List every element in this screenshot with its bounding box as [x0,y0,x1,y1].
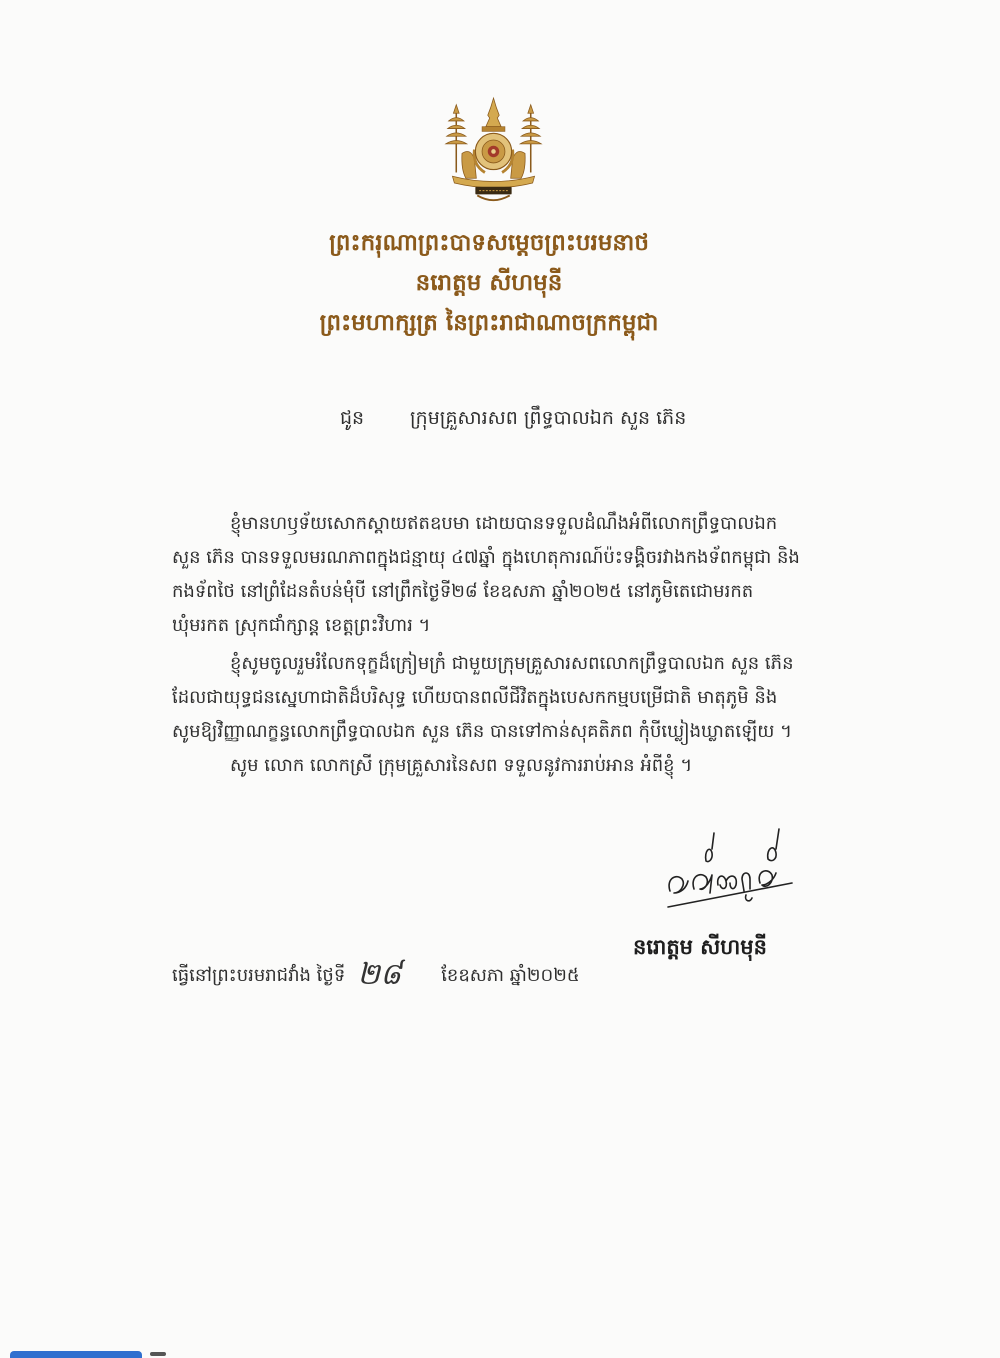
paragraph-line: ឃុំមរកត ស្រុកជាំក្សាន្ត ខេត្តព្រះវិហារ ។ [172,615,431,636]
date-place: ធ្វើនៅព្រះបរមរាជវាំង ថ្ងៃទី [172,965,346,986]
letter-body [172,507,864,783]
signatory-name: នរោត្តម សីហមុនី [633,935,767,959]
header-royal-subtitle: ព្រះមហាក្សត្រ នៃព្រះរាជាណាចក្រកម្ពុជា [319,310,659,336]
paragraph-line: សូម លោក លោកស្រី ក្រុមគ្រួសារនៃសព ទទួលនូវការរាប់អាន អំពីខ្ញុំ ។ [230,755,693,776]
paragraph-line: ខ្ញុំសូមចូលរួមរំលែកទុក្ខដ៏ក្រៀមក្រំ ជាមួយក្រុមគ្រួសារសពលោកព្រឹទ្ធបាលឯក សួន ភ៊េន [230,653,794,674]
header-royal-title: ព្រះករុណាព្រះបាទសម្តេចព្រះបរមនាថ [329,230,649,256]
date-day-handwritten: ២៨ [357,957,402,992]
header-king-name: នរោត្តម សីហមុនី [415,270,563,296]
bottom-edge-mark [150,1352,166,1356]
royal-coat-of-arms-icon [441,95,546,207]
paragraph-announcement [172,507,864,643]
paragraph-condolence [172,647,864,749]
bottom-edge-bar [10,1351,142,1358]
letter-header [0,223,978,343]
paragraph-line: កងទ័ពថៃ នៅព្រំដែនតំបន់មុំបី នៅព្រឹកថ្ងៃទី២៨ ខែឧសភា ឆ្នាំ២០២៥ នៅភូមិតេជោមរកត [172,581,754,602]
paragraph-line: ខ្ញុំមានហឫទ័យសោកស្ដាយឥតឧបមា ដោយបានទទួលដំណឹងអំពីលោកព្រឹទ្ធបាលឯក [230,513,778,534]
signature-area [0,819,1000,914]
addressee-line [0,401,1000,435]
date-line [172,958,580,993]
handwritten-signature [660,819,800,914]
date-month-year: ខែឧសភា ឆ្នាំ២០២៥ [441,965,580,986]
paragraph-line: សូមឱ្យវិញ្ញាណក្ខន្ធលោកព្រឹទ្ធបាលឯក សួន ភ៊េន បានទៅកាន់សុគតិភព កុំបីឃ្លៀងឃ្លាតឡើយ ។ [172,721,793,742]
signature-and-date [0,914,1000,994]
paragraph-line: ដែលជាយុទ្ធជនស្នេហាជាតិដ៏បរិសុទ្ធ ហើយបានពលីជីវិតក្នុងបេសកកម្មបម្រើជាតិ មាតុភូមិ និង [172,687,778,708]
addressee-prefix: ជូន [340,407,365,429]
paragraph-closing [172,749,864,783]
paragraph-line: សួន ភ៊េន បានទទួលមរណភាពក្នុងជន្មាយុ ៤៧ឆ្នាំ ក្នុងហេតុការណ៍ប៉ះទង្គិចរវាងកងទ័ពកម្ពុជា និង [172,547,800,568]
addressee-recipient: ក្រុមគ្រួសារសព ព្រឹទ្ធបាលឯក សួន ភ៊េន [410,407,687,429]
